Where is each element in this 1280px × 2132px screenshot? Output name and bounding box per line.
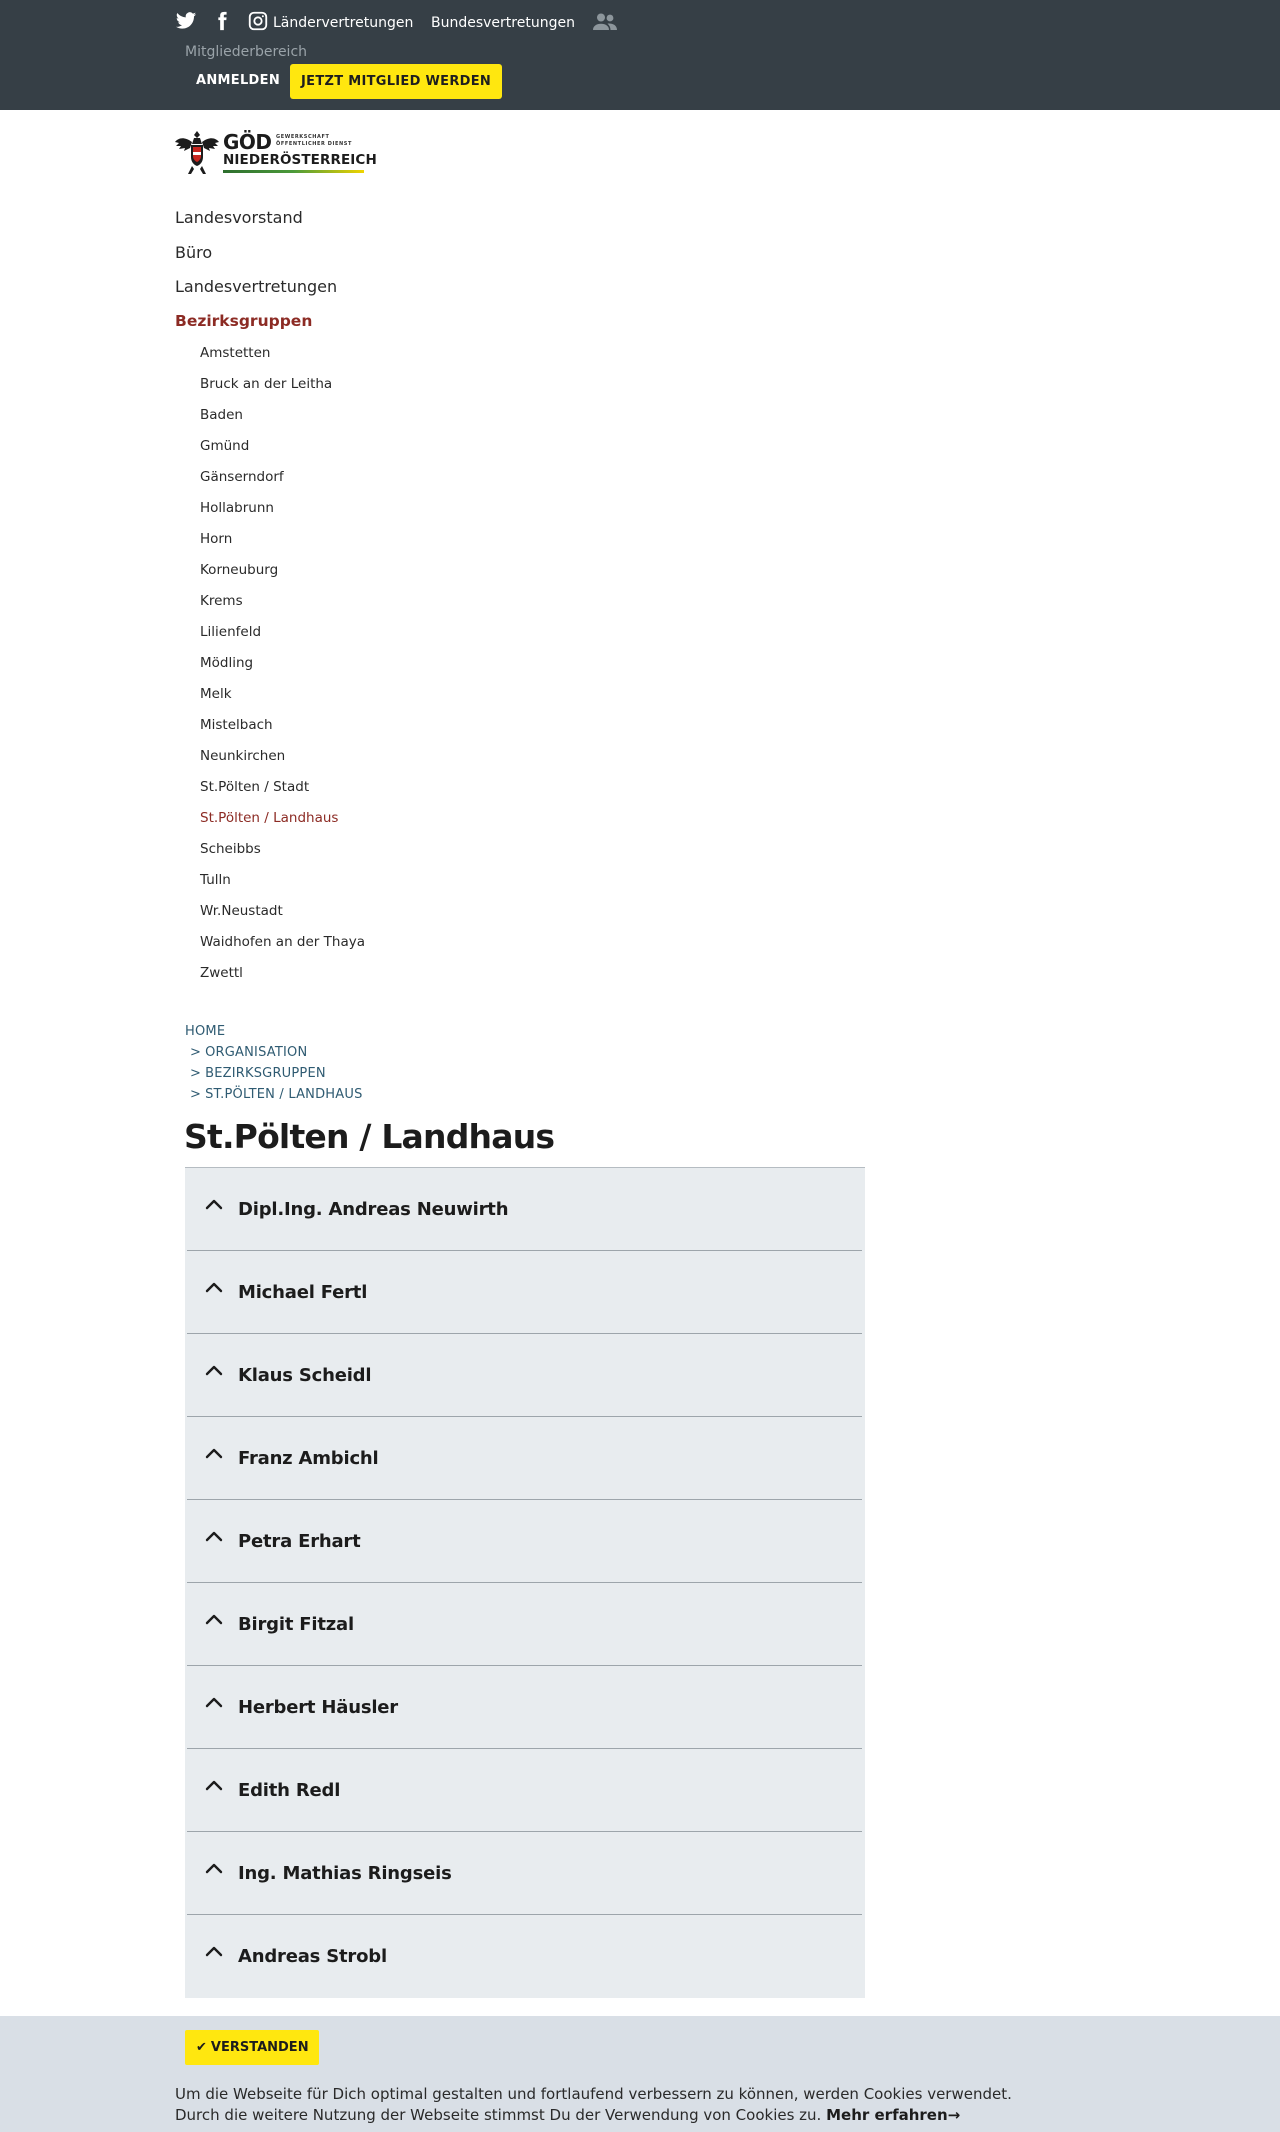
district-item[interactable]: Hollabrunn (200, 500, 274, 516)
district-item[interactable]: Melk (200, 686, 232, 702)
chevron-up-icon (205, 1447, 223, 1459)
logo-underline (223, 170, 364, 173)
accordion-item[interactable] (187, 1417, 862, 1500)
page-title: St.Pölten / Landhaus (184, 1117, 555, 1156)
district-item[interactable]: Krems (200, 593, 243, 609)
chevron-up-icon (205, 1613, 223, 1625)
breadcrumb-separator: > (190, 1066, 202, 1081)
chevron-up-icon (205, 1281, 223, 1293)
district-item[interactable]: St.Pölten / Stadt (200, 779, 310, 795)
logo-subtitle-1: GEWERKSCHAFT (276, 134, 330, 140)
accordion-item[interactable] (187, 1334, 862, 1417)
logo[interactable] (174, 128, 377, 176)
district-item[interactable]: Wr.Neustadt (200, 903, 283, 919)
district-item[interactable]: Baden (200, 407, 243, 423)
chevron-up-icon (205, 1945, 223, 1957)
accordion-item[interactable] (187, 1251, 862, 1334)
accordion-item-label: Dipl.Ing. Andreas Neuwirth (238, 1199, 509, 1220)
cookie-text-line-1: Um die Webseite für Dich optimal gestalten und fortlaufend verbessern zu können, werden Cookies verwendet. (175, 2085, 1012, 2103)
nav-item-landesvorstand[interactable]: Landesvorstand (175, 208, 303, 227)
chevron-up-icon (205, 1779, 223, 1791)
accordion-item[interactable] (187, 1915, 862, 1998)
accordion-item[interactable] (187, 1168, 862, 1251)
link-bundesvertretungen[interactable]: Bundesvertretungen (431, 15, 575, 31)
district-item[interactable]: Mistelbach (200, 717, 273, 733)
chevron-up-icon (205, 1198, 223, 1210)
instagram-icon[interactable] (247, 10, 269, 32)
link-laendervertretungen[interactable]: Ländervertretungen (273, 15, 414, 31)
district-item[interactable]: Korneuburg (200, 562, 279, 578)
district-item[interactable]: Mödling (200, 655, 254, 671)
chevron-up-icon (205, 1862, 223, 1874)
logo-brand: GÖD (223, 130, 272, 154)
breadcrumb-bezirksgruppen[interactable]: BEZIRKSGRUPPEN (205, 1066, 326, 1081)
cookie-text-line-2: Durch die weitere Nutzung der Webseite stimmst Du der Verwendung von Cookies zu. (175, 2106, 822, 2124)
more-info-link[interactable] (826, 2106, 960, 2124)
social-links (175, 10, 269, 32)
district-item[interactable]: Scheibbs (200, 841, 261, 857)
people-icon[interactable] (592, 12, 618, 32)
district-item[interactable]: Gmünd (200, 438, 250, 454)
district-item[interactable]: Amstetten (200, 345, 271, 361)
accordion-item-label: Herbert Häusler (238, 1697, 398, 1718)
facebook-icon[interactable] (211, 10, 233, 32)
district-item[interactable]: Zwettl (200, 965, 243, 981)
top-bar (0, 0, 1280, 110)
members-area-label[interactable]: Mitgliederbereich (185, 44, 308, 60)
join-button[interactable]: JETZT MITGLIED WERDEN (290, 64, 502, 99)
accordion-item[interactable] (187, 1832, 862, 1915)
member-accordion (185, 1167, 865, 1998)
eagle-emblem-icon (174, 128, 220, 176)
accordion-item-label: Andreas Strobl (238, 1946, 387, 1967)
accordion-item-label: Petra Erhart (238, 1531, 361, 1552)
accordion-item-label: Franz Ambichl (238, 1448, 379, 1469)
chevron-up-icon (205, 1530, 223, 1542)
nav-item-landesvertretungen[interactable]: Landesvertretungen (175, 277, 338, 296)
logo-region: NIEDERÖSTERREICH (223, 152, 377, 168)
breadcrumb-separator: > (190, 1045, 202, 1060)
breadcrumb (185, 1024, 363, 1108)
district-item[interactable]: Gänserndorf (200, 469, 284, 485)
breadcrumb-organisation[interactable]: ORGANISATION (205, 1045, 308, 1060)
accept-cookies-label: VERSTANDEN (210, 2040, 309, 2055)
chevron-up-icon (205, 1696, 223, 1708)
nav-item-bezirksgruppen[interactable]: Bezirksgruppen (175, 312, 313, 330)
district-item[interactable]: Tulln (200, 872, 231, 888)
more-info-label: Mehr erfahren (826, 2106, 948, 2124)
accordion-item-label: Michael Fertl (238, 1282, 368, 1303)
district-item[interactable]: Waidhofen an der Thaya (200, 934, 365, 950)
accordion-item[interactable] (187, 1666, 862, 1749)
twitter-icon[interactable] (175, 10, 197, 32)
breadcrumb-separator: > (190, 1087, 202, 1102)
login-button[interactable]: ANMELDEN (196, 73, 280, 88)
breadcrumb-current[interactable]: ST.PÖLTEN / LANDHAUS (205, 1087, 363, 1102)
accordion-item[interactable] (187, 1749, 862, 1832)
chevron-up-icon (205, 1364, 223, 1376)
accordion-item[interactable] (187, 1583, 862, 1666)
district-item[interactable]: Neunkirchen (200, 748, 286, 764)
district-item[interactable]: Horn (200, 531, 233, 547)
accordion-item-label: Edith Redl (238, 1780, 341, 1801)
cookie-banner (0, 2016, 1280, 2132)
breadcrumb-home[interactable]: HOME (185, 1024, 226, 1039)
check-icon: ✔ (196, 2040, 207, 2055)
arrow-right-icon: → (947, 2106, 961, 2124)
logo-subtitle-2: ÖFFENTLICHER DIENST (276, 141, 353, 147)
district-list (200, 345, 365, 996)
side-navigation (0, 200, 640, 1000)
accordion-item-label: Klaus Scheidl (238, 1365, 372, 1386)
accept-cookies-button[interactable] (185, 2030, 319, 2065)
cookie-notice (175, 2084, 1175, 2126)
nav-item-buero[interactable]: Büro (175, 243, 213, 262)
district-item[interactable]: St.Pölten / Landhaus (200, 810, 339, 826)
district-item[interactable]: Bruck an der Leitha (200, 376, 333, 392)
accordion-item-label: Ing. Mathias Ringseis (238, 1863, 452, 1884)
accordion-item-label: Birgit Fitzal (238, 1614, 354, 1635)
district-item[interactable]: Lilienfeld (200, 624, 262, 640)
accordion-item[interactable] (187, 1500, 862, 1583)
